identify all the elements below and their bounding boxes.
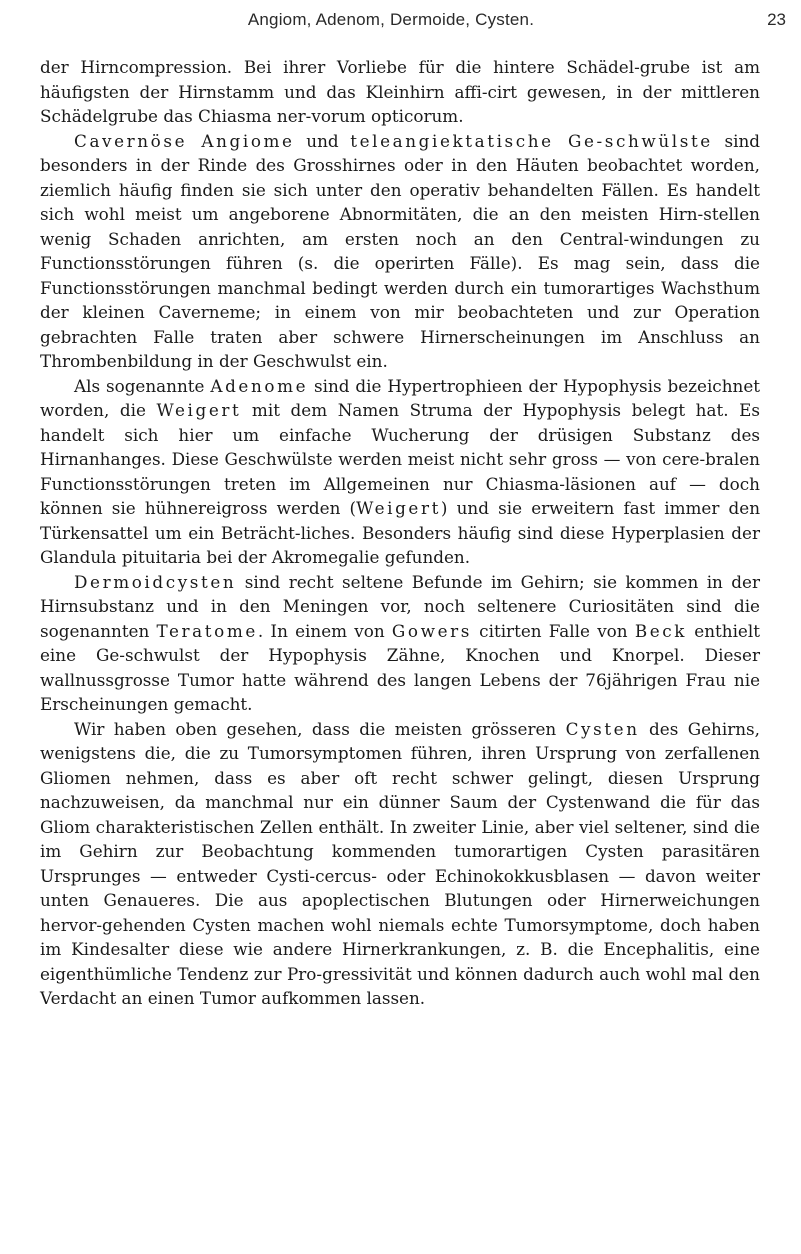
paragraph — [40, 374, 760, 570]
running-title: Angiom, Adenom, Dermoide, Cysten. — [247, 10, 535, 29]
paragraph — [40, 55, 760, 129]
text-run: sind recht seltene Befunde im Gehirn; sie kommen in der Hirnsubstanz und in den Meningen vor, noch seltenere Curiositäten sind die sogenannten — [40, 571, 760, 641]
emphasized-term: Beck — [634, 620, 688, 641]
emphasized-term: Weigert — [156, 400, 242, 420]
text-run: sind die Hypertrophieen der Hypophysis bezeichnet worden, die — [40, 375, 760, 420]
text-run: und — [294, 130, 351, 151]
body-text — [40, 55, 760, 1011]
text-run: ) und sie erweitern fast immer den Türkensattel um ein Beträcht-liches. Besonders häufig sind diese Hyperplasien der Glandula pituitaria bei der Akromegalie gefunden. — [40, 498, 761, 567]
emphasized-term: Cavernöse Angiome — [74, 130, 295, 151]
paragraph — [40, 717, 760, 1011]
text-run: des Gehirns, wenigstens die, die zu Tumorsymptomen führen, ihren Ursprung von zerfallenen Gliomen nehmen, dass es aber oft recht schwer gelingt, diesen Ursprung nachzuweisen, da manchmal nur ein dünner Saum der Cystenwand die für das Gliom charakteristischen Zellen enthält. In zweiter Linie, aber viel seltener, sind die im Gehirn zur Beobachtung kommenden tumorartigen Cysten parasitären Ursprunges — entweder Cysti-cercus- oder Echinokokkusblasen — davon weiter unten Genaueres. Die aus apoplectischen Blutungen oder Hirnerweichungen hervor-gehenden Cysten machen wohl niemals echte Tumorsymptome, doch haben im Kindesalter diese wie andere Hirnerkrankungen, z. B. die Encephalitis, eine eigenthümliche Tendenz zur Pro-gressivität und können dadurch auch wohl mal den Verdacht an einen Tumor aufkommen lassen. — [40, 718, 760, 1008]
emphasized-term: Weigert — [356, 498, 441, 518]
text-run: sind besonders in der Rinde des Grosshirnes oder in den Häuten beobachtet worden, ziemlich häufig finden sie sich unter den operativ behandelten Fällen. Es handelt sich wohl meist um angeborene Abnormitäten, die an den meisten Hirn-stellen wenig Schaden anrichten, am ersten noch an den Central-windungen zu Functionsstörungen führen (s. die operirten Fälle). Es mag sein, dass die Functionsstörungen manchmal bedingt werden durch ein tumorartiges Wachsthum der kleinen Caverneme; in einem von mir beobachteten und zur Operation gebrachten Falle traten aber schwere Hirnerscheinungen im Anschluss an Thrombenbildung in der Geschwulst ein. — [40, 130, 761, 371]
text-run: Als sogenannte — [74, 375, 211, 396]
text-run: citirten Falle von — [471, 620, 635, 641]
running-head — [46, 10, 786, 32]
emphasized-term: Adenome — [210, 375, 309, 396]
page-number: 23 — [767, 10, 786, 29]
emphasized-term: Gowers — [391, 620, 472, 641]
emphasized-term: teleangiektatische Ge-schwülste — [350, 130, 713, 151]
text-run: enthielt eine Ge-schwulst der Hypophysis Zähne, Knochen und Knorpel. Dieser wallnussgrosse Tumor hatte während des langen Lebens der 76jährigen Frau nie Erscheinungen gemacht. — [40, 620, 760, 714]
text-run: . In einem von — [257, 620, 392, 641]
emphasized-term: Teratome — [156, 620, 258, 641]
text-run: der Hirncompression. Bei ihrer Vorliebe für die hintere Schädel-grube ist am häufigsten der Hirnstamm und das Kleinhirn affi-cirt gewesen, in der mittleren Schädelgrube das Chiasma ner-vorum opticorum. — [40, 57, 760, 126]
paragraph — [40, 570, 760, 717]
paragraph — [40, 129, 760, 374]
emphasized-term: Dermoidcysten — [74, 571, 237, 592]
text-run: Wir haben oben gesehen, dass die meisten grösseren — [74, 718, 566, 739]
emphasized-term: Cysten — [565, 718, 640, 739]
text-run: mit dem Namen Struma der Hypophysis belegt hat. Es handelt sich hier um einfache Wucherung der drüsigen Substanz des Hirnanhanges. Diese Geschwülste werden meist nicht sehr gross — von cere-bralen Functionsstörungen treten im Allgemeinen nur Chiasma-läsionen auf — doch können sie hühnereigross werden ( — [40, 400, 761, 518]
